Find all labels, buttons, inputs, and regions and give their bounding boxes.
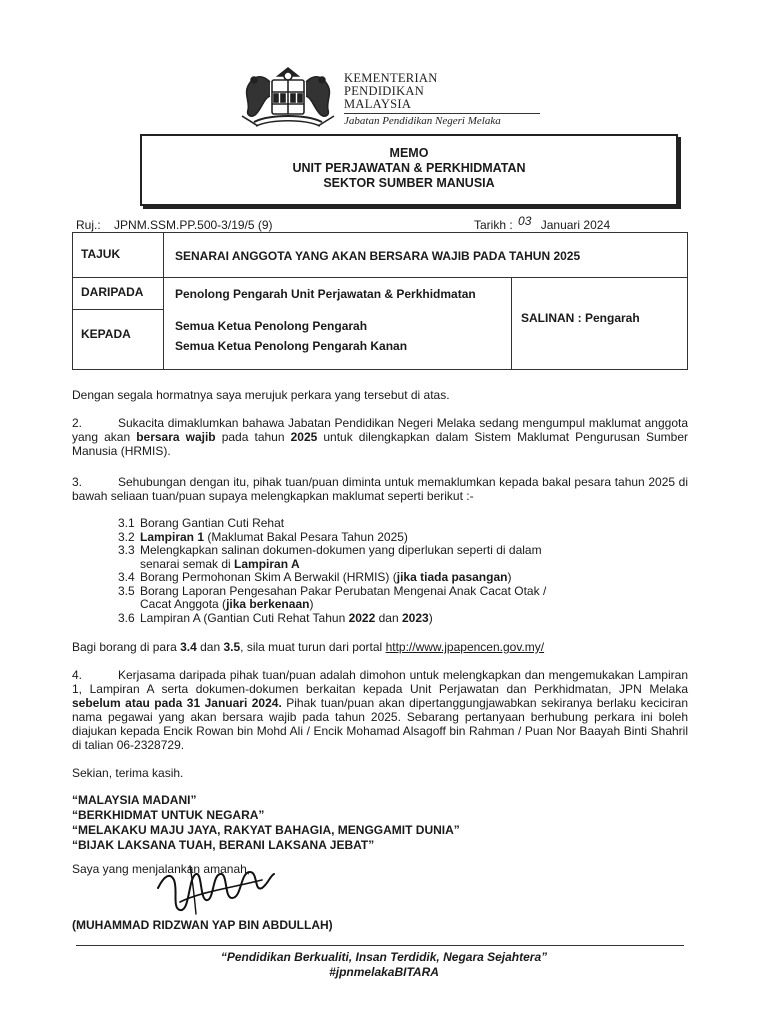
- paragraph-text: Sukacita dimaklumkan bahawa Jabatan Pendidikan Negeri Melaka sedang mengumpul maklumat anggota yang akan: [72, 416, 688, 444]
- paragraph-number: 4.: [72, 668, 83, 682]
- paragraph-emphasis: 3.5: [223, 640, 241, 654]
- ruj-value: JPNM.SSM.PP.500-3/19/5 (9): [114, 218, 273, 232]
- date-label: Tarikh :: [474, 218, 513, 232]
- list-emphasis: Lampiran 1: [140, 529, 205, 544]
- daripada-value: Penolong Pengarah Unit Perjawatan & Perkhidmatan: [175, 287, 476, 301]
- paragraph-text: , sila muat turun dari portal: [240, 640, 386, 654]
- paragraph-text: Sehubungan dengan itu, pihak tuan/puan diminta untuk memaklumkan kepada bakal pesara tahun 2025 di bawah seliaan tuan/puan supaya melengkapkan maklumat seperti berikut :-: [72, 475, 688, 503]
- signature-intro: Saya yang menjalankan amanah,: [72, 862, 251, 876]
- paragraph-text: Bagi borang di para: [72, 640, 181, 654]
- ministry-line: MALAYSIA: [344, 97, 412, 111]
- requirements-list: [118, 517, 558, 625]
- list-text: Lampiran A (Gantian Cuti Rehat Tahun: [140, 610, 349, 625]
- paragraph-text: Pihak tuan/puan akan dipertanggungjawabkan sekiranya berlaku keciciran nama pegawai yang akan bersara wajib pada tahun 2025. Sebarang pertanyaan berhubung perkara ini boleh diajukan kepada Encik Rowan bin Mohd Ali / Encik Mohamad Alsagoff bin Rahman / Puan Nor Baayah Binti Shahril di talian 06-2328729.: [72, 696, 688, 752]
- memo-unit: UNIT PERJAWATAN & PERKHIDMATAN: [292, 161, 526, 175]
- paragraph-number: 3.: [72, 475, 83, 489]
- paragraph-emphasis: 3.4: [180, 640, 197, 654]
- slogan-line: “BIJAK LAKSANA TUAH, BERANI LAKSANA JEBAT”: [72, 838, 375, 852]
- reference-number: [76, 218, 273, 232]
- intro-paragraph: Dengan segala hormatnya saya merujuk perkara yang tersebut di atas.: [72, 388, 450, 402]
- footer-motto: “Pendidikan Berkualiti, Insan Terdidik, Negara Sejahtera”: [220, 950, 548, 964]
- kepada-value: Semua Ketua Penolong Pengarah: [175, 319, 368, 333]
- list-number: 3.1: [118, 516, 135, 530]
- paragraph-4: [72, 668, 688, 752]
- paragraph-2: [72, 416, 688, 458]
- memo-title-box: [140, 134, 678, 206]
- paragraph-emphasis: sebelum atau pada 31 Januari 2024.: [72, 696, 282, 710]
- closing-text: Sekian, terima kasih.: [72, 766, 184, 780]
- department-name: Jabatan Pendidikan Negeri Melaka: [344, 115, 501, 127]
- paragraph-number: 2.: [72, 416, 83, 430]
- list-emphasis: 2023: [401, 610, 429, 625]
- date-month-year: Januari 2024: [540, 218, 611, 232]
- paragraph-text: Kerjasama daripada pihak tuan/puan adalah dimohon untuk melengkapkan dan mengemukakan Lampiran 1, Lampiran A serta dokumen-dokumen berkaitan kepada Unit Perjawatan dan Perkhidmatan, JPN Melaka: [72, 668, 688, 696]
- table-divider: [73, 277, 687, 278]
- date-day-handwritten: 03: [518, 214, 532, 228]
- paragraph-text: pada tahun: [215, 430, 291, 444]
- footer-hashtag: #jpnmelakaBITARA: [329, 965, 439, 979]
- list-text: Borang Gantian Cuti Rehat: [140, 516, 285, 530]
- list-emphasis: jika berkenaan: [226, 597, 310, 611]
- list-text: dan: [375, 610, 402, 625]
- header-divider: [344, 113, 540, 114]
- coat-of-arms-logo: [234, 66, 342, 132]
- list-number: 3.6: [118, 610, 135, 625]
- list-text: ): [309, 597, 314, 611]
- table-divider: [511, 277, 512, 369]
- table-divider: [163, 233, 164, 369]
- ruj-label: Ruj.:: [76, 218, 101, 232]
- memo-details-table: [72, 232, 688, 370]
- signer-name: (MUHAMMAD RIDZWAN YAP BIN ABDULLAH): [72, 918, 333, 932]
- list-text: Melengkapkan salinan dokumen-dokumen yang diperlukan seperti di dalam senarai semak di: [140, 543, 542, 571]
- ministry-header: [344, 71, 501, 127]
- memo-title: MEMO: [389, 146, 429, 160]
- list-item: [118, 517, 558, 531]
- tajuk-value: SENARAI ANGGOTA YANG AKAN BERSARA WAJIB PADA TAHUN 2025: [175, 249, 581, 263]
- table-divider: [73, 309, 163, 310]
- paragraph-3: [72, 475, 688, 503]
- tajuk-label: TAJUK: [81, 247, 121, 261]
- ministry-line: KEMENTERIAN: [344, 71, 438, 85]
- portal-paragraph: [72, 640, 688, 654]
- list-item: [118, 531, 558, 545]
- list-item: [118, 544, 558, 571]
- list-number: 3.3: [118, 543, 135, 557]
- daripada-label: DARIPADA: [81, 285, 144, 299]
- list-text: Borang Laporan Pengesahan Pakar Perubatan Mengenai Anak Cacat Otak / Cacat Anggota (: [140, 583, 547, 611]
- list-text: (Maklumat Bakal Pesara Tahun 2025): [204, 529, 408, 544]
- kepada-label: KEPADA: [81, 327, 131, 341]
- list-item: [118, 571, 558, 585]
- list-text: Borang Permohonan Skim A Berwakil (HRMIS) (: [140, 570, 397, 584]
- paragraph-emphasis: bersara wajib: [136, 430, 216, 444]
- slogan-line: “MALAYSIA MADANI”: [72, 793, 197, 807]
- memo-sector: SEKTOR SUMBER MANUSIA: [323, 176, 495, 190]
- slogans: [72, 793, 460, 853]
- list-text: ): [428, 610, 433, 625]
- memo-date: [474, 214, 611, 232]
- portal-link[interactable]: http://www.jpapencen.gov.my/: [385, 640, 545, 654]
- slogan-line: “BERKHIDMAT UNTUK NEGARA”: [72, 808, 265, 822]
- paragraph-text: dan: [196, 640, 224, 654]
- ministry-line: PENDIDIKAN: [344, 84, 425, 98]
- salinan-value: SALINAN : Pengarah: [521, 311, 640, 325]
- list-text: ): [507, 570, 512, 584]
- list-item: [118, 612, 558, 626]
- footer-divider: [76, 945, 684, 946]
- list-emphasis: jika tiada pasangan: [396, 570, 508, 584]
- list-number: 3.2: [118, 529, 135, 544]
- handwritten-signature: [150, 858, 280, 924]
- list-emphasis: Lampiran A: [234, 556, 300, 571]
- list-emphasis: 2022: [348, 610, 376, 625]
- paragraph-emphasis: 2025: [290, 430, 318, 444]
- list-item: [118, 585, 558, 612]
- list-number: 3.4: [118, 570, 135, 584]
- slogan-line: “MELAKAKU MAJU JAYA, RAKYAT BAHAGIA, MENGGAMIT DUNIA”: [72, 823, 460, 837]
- kepada-value: Semua Ketua Penolong Pengarah Kanan: [175, 339, 408, 353]
- list-number: 3.5: [118, 583, 135, 598]
- paragraph-text: untuk dilengkapkan dalam Sistem Maklumat Pengurusan Sumber Manusia (HRMIS).: [72, 430, 688, 458]
